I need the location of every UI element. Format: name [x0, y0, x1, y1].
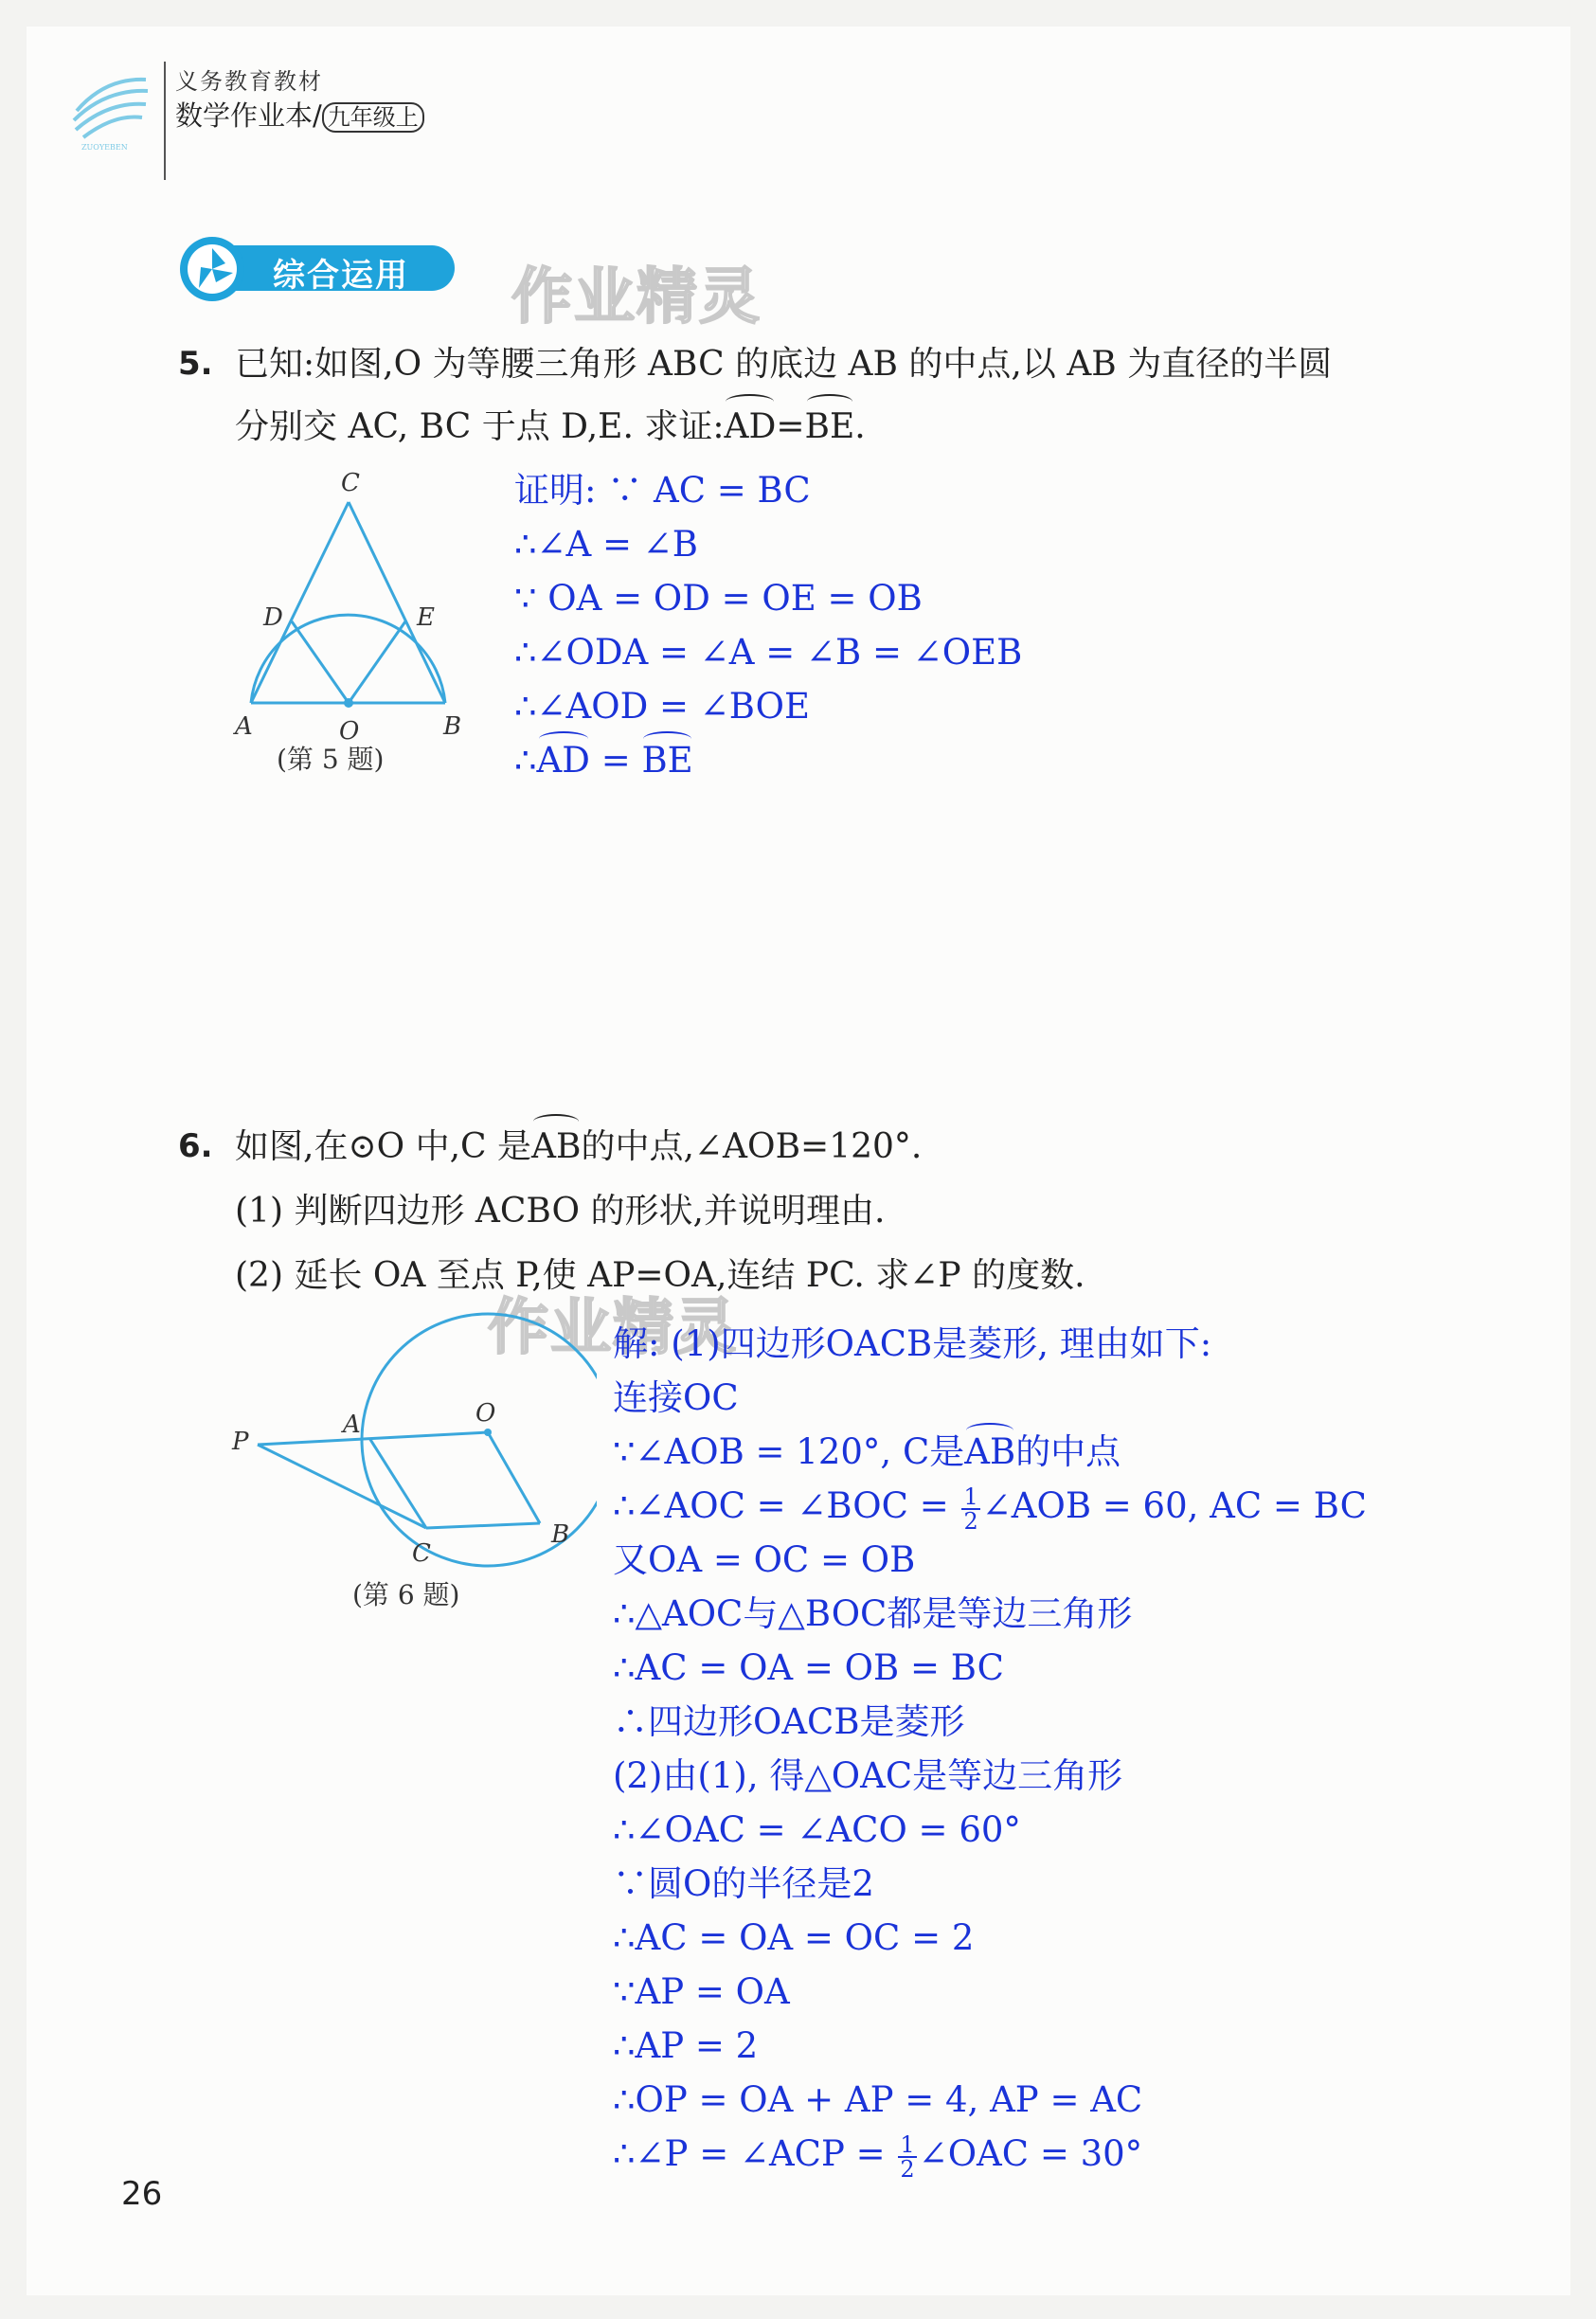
- q5-sol-line: ∴∠ODA = ∠A = ∠B = ∠OEB: [514, 632, 1023, 673]
- q6-line1-end: 的中点,∠AOB=120°.: [581, 1127, 923, 1166]
- grade-label: 九年级上: [322, 102, 424, 133]
- q5-number: 5.: [178, 345, 213, 383]
- q6-line1-text: 如图,在⊙O 中,C 是: [235, 1127, 531, 1166]
- q6-arc-ab: AB: [531, 1116, 581, 1178]
- q5-sol-line: [514, 733, 1022, 787]
- q5-label-a: A: [235, 712, 253, 741]
- q5-label-d: D: [263, 603, 283, 632]
- q5-figure: [227, 464, 474, 748]
- page-number: 26: [121, 2175, 163, 2213]
- q6-sol-l4-fraction: [961, 1485, 979, 1533]
- q5-sol-arc-ad: AD: [537, 733, 590, 787]
- q6-line1: [235, 1116, 922, 1178]
- q6-sol-line: ∴AP = 2: [613, 2025, 759, 2066]
- svg-text:ZUOYEBEN: ZUOYEBEN: [81, 143, 128, 152]
- q6-sol-line: ∵圆O的半径是2: [613, 1863, 874, 1904]
- q6-segment-ob: [488, 1432, 540, 1523]
- q6-sol-line: ∴∠OAC = ∠ACO = 60°: [613, 1809, 1021, 1850]
- q6-sol-line: 连接OC: [613, 1377, 739, 1418]
- q6-sol-line: [613, 2127, 1367, 2181]
- q6-label-p: P: [232, 1428, 249, 1456]
- q5-caption: (第 5 题): [277, 744, 385, 775]
- q6-segment-cb: [426, 1523, 540, 1528]
- q5-sol-line: ∵ OA = OD = OE = OB: [514, 578, 923, 619]
- q5-end: .: [854, 407, 866, 446]
- q5-label-b: B: [443, 712, 462, 741]
- watermark-2: 作业精灵: [488, 1293, 738, 1363]
- book-title: 数学作业本/ 九年级上: [175, 95, 424, 134]
- q5-label-c: C: [341, 469, 360, 497]
- q5-sol-line: ∴∠A = ∠B: [514, 524, 698, 565]
- fraction-denominator: 2: [963, 1507, 978, 1535]
- q6-sol-line: (2)由(1), 得△OAC是等边三角形: [613, 1755, 1123, 1796]
- q5-eq: =: [776, 407, 805, 446]
- q6-sol-line: ∵AP = OA: [613, 1971, 790, 2012]
- q6-sol-line: ∴△AOC与△BOC都是等边三角形: [613, 1593, 1133, 1634]
- q6-sol-line: 又OA = OC = OB: [613, 1539, 916, 1580]
- q5-segment-ac: [251, 502, 349, 703]
- q6-figure: [218, 1307, 597, 1582]
- q5-sol-line: 证明: ∵ AC = BC: [514, 470, 811, 511]
- q6-sol-line: ∴四边形OACB是菱形: [613, 1701, 965, 1742]
- fraction-numerator: 1: [963, 1483, 978, 1510]
- series-title: 义务教育教材: [175, 68, 323, 95]
- q6-solution: [613, 1317, 1367, 2181]
- q5-line1: 已知:如图,O 为等腰三角形 ABC 的底边 AB 的中点,以 AB 为直径的半圆: [235, 345, 1333, 384]
- section-badge: [178, 235, 457, 299]
- shutter-icon: [178, 235, 246, 303]
- q6-sol-l4-text: ∴∠AOC = ∠BOC =: [613, 1485, 960, 1526]
- header-divider: [164, 62, 166, 180]
- q6-number: 6.: [178, 1127, 213, 1165]
- q5-arc-be: BE: [805, 396, 855, 458]
- fraction-denominator: 2: [900, 2155, 915, 2183]
- publisher-logo: [63, 59, 157, 153]
- q6-label-a: A: [343, 1411, 361, 1439]
- q5-line2: [235, 396, 866, 458]
- q6-sol-line: 解: (1)四边形OACB是菱形, 理由如下:: [613, 1323, 1212, 1364]
- q6-sol-line: ∴AC = OA = OB = BC: [613, 1647, 1004, 1688]
- q6-caption: (第 6 题): [352, 1579, 460, 1610]
- q6-label-b: B: [551, 1520, 570, 1549]
- q5-segment-oe: [349, 621, 405, 703]
- q5-solution: [514, 463, 1022, 787]
- q5-segment-bc: [349, 502, 445, 703]
- q6-sol-line: [613, 1479, 1367, 1533]
- q5-sol-eq: =: [589, 740, 642, 781]
- q5-segment-od: [292, 621, 349, 703]
- q5-center-dot: [344, 698, 353, 708]
- book-name: 数学作业本: [175, 99, 314, 132]
- q5-sol-arc-be: BE: [641, 733, 692, 787]
- q6-sol-l16-fraction: [898, 2130, 916, 2183]
- section-title: 综合运用: [273, 257, 409, 295]
- q5-line2-text: 分别交 AC, BC 于点 D,E. 求证:: [235, 407, 725, 446]
- q6-sol-arc-ab: AB: [964, 1425, 1015, 1479]
- q6-sol-l3-text: ∵∠AOB = 120°, C是: [613, 1431, 965, 1472]
- q5-arc-ad: AD: [724, 396, 776, 458]
- q6-sol-line: [613, 1425, 1367, 1479]
- watermark-1: 作业精灵: [511, 262, 762, 333]
- q6-sol-l4-end: ∠AOB = 60, AC = BC: [981, 1485, 1367, 1526]
- q6-label-o: O: [475, 1399, 496, 1428]
- q6-sol-l16-end: ∠OAC = 30°: [918, 2133, 1143, 2174]
- q5-label-o: O: [339, 717, 360, 746]
- q5-label-e: E: [417, 603, 435, 632]
- q6-sol-l16-text: ∴∠P = ∠ACP =: [613, 2133, 897, 2174]
- q6-sol-line: ∴OP = OA + AP = 4, AP = AC: [613, 2079, 1143, 2120]
- q6-label-c: C: [412, 1539, 431, 1568]
- fraction-numerator: 1: [900, 2130, 915, 2158]
- q5-sol-line: ∴∠AOD = ∠BOE: [514, 686, 811, 727]
- q5-sol-therefore: ∴: [514, 740, 537, 781]
- q6-sol-l3-end: 的中点: [1015, 1431, 1121, 1472]
- q6-center-dot: [484, 1429, 492, 1436]
- q6-sub1: (1) 判断四边形 ACBO 的形状,并说明理由.: [235, 1192, 886, 1231]
- q6-sol-line: ∴AC = OA = OC = 2: [613, 1917, 975, 1958]
- q6-sub2: (2) 延长 OA 至点 P,使 AP=OA,连结 PC. 求∠P 的度数.: [235, 1256, 1085, 1295]
